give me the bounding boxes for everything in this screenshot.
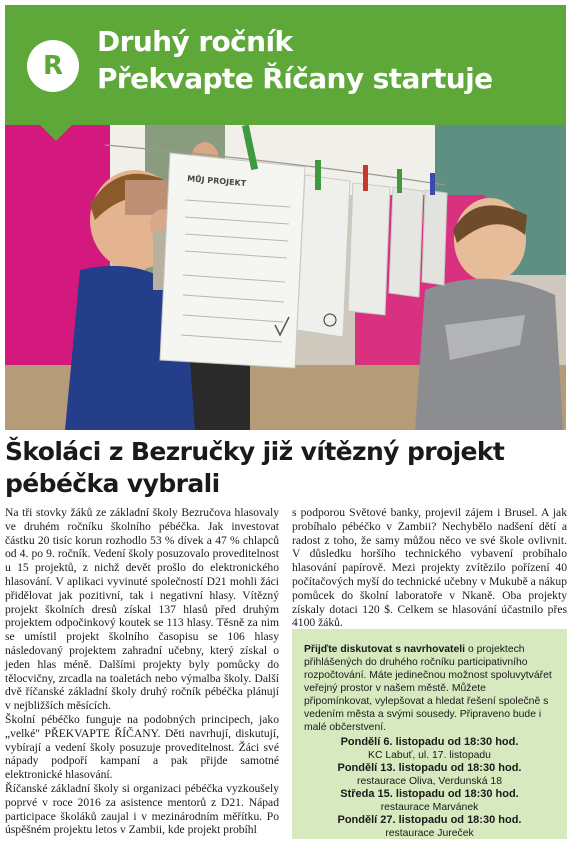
- photo-illustration: [5, 125, 566, 430]
- event-date: Pondělí 6. listopadu od 18:30 hod.: [340, 736, 519, 748]
- article-column-left: [5, 506, 279, 837]
- logo-letter: R: [42, 51, 64, 81]
- event-place: restaurace Oliva, Verdunská 18: [357, 776, 502, 787]
- event-date: Pondělí 13. listopadu od 18:30 hod.: [337, 762, 522, 774]
- headline-line2: pébéčka vybrali: [5, 469, 220, 498]
- article-paragraph: s podporou Světové banky, projevil zájem i Brusel. A jak probíhalo pébéčko v Zambii? Nechybělo nadšení dětí a radost z toho, že samy můžou něco ve své škole ovlivnit. V důsledku horšího technického vybavení probíhalo hlasování papírově. Mezi projekty zvítězilo pořízení 40 počítačových myší do technické učebny v Mukubě a nákup pomůcek do školní laboratoře v Nkaně. Oba projekty získaly dotaci 120 $. Celkem se hlasování účastnilo přes 4100 žáků.: [292, 506, 567, 630]
- event-place: KC Labuť, ul. 17. listopadu: [368, 750, 491, 761]
- event-list: [292, 736, 567, 840]
- article-photo: [5, 125, 566, 430]
- sheet-title: MŮJ PROJEKT: [186, 174, 247, 189]
- header-banner: [5, 5, 566, 125]
- info-intro-text: o projektech přihlášených do druhého ročníku participativního rozpočtování. Máte jedinečnou možnost spoluvytvářet veřejný prostor v našem městě. Můžete připomínkovat, vylepšovat a hledat řešení společně s vedením města a svými sousedy. Připraveno bude i malé občerstvení.: [304, 644, 552, 733]
- article-paragraph: Na tři stovky žáků ze základní školy Bezručova hlasovaly ve druhém ročníku školního pébéčka. Jak investovat částku 20 tisíc korun rozhodlo 53 % dívek a 47 % chlapců od 4. po 9. ročník. Vedení školy posuzovalo proveditelnost u 15 projektů, z nichž devět prošlo do elektronického hlasování. V aplikaci vyvinuté společností D21 mohli žáci přidělovat jak pozitivní, tak i negativní hlasy. Vítězný projekt školních dresů získal 137 hlasů před druhým projektem odpočinkový koutek se 113 hlasy. Těsně za nim se umístil projekt školního časopisu se 106 hlasy následovaný projektem zahradní učebny, který získal o jeden hlas méně. Dalšími projekty byly pomůcky do tělocvičny, zrcadla na toaletách nebo výmalba školy. Další dvě říčanské základní školy druhý ročník pébéčka plánují v nejbližších měsících.: [5, 506, 279, 713]
- banner-title-line1: Druhý ročník: [97, 25, 293, 58]
- article-paragraph: Říčanské základní školy si organizaci pébéčka vyzkoušely poprvé v roce 2016 za asistence mentorů z D21. Nápad participace školáků zaujal i v mezinárodním měřítku. Po úspěšném projektu letos v Zambii, kde projekt probíhl: [5, 781, 279, 837]
- article-paragraph: Školní pébéčko funguje na podobných principech, jako „velké" PŘEKVAPTE ŘÍČANY. Děti navrhují, diskutují, vybírají a vedení školy posuzuje proveditelnost. Žáci své nápady podpoří kampaní a pak přijde samotné elektronické hlasování.: [5, 712, 279, 782]
- banner-title-line2: Překvapte Říčany startuje: [97, 62, 493, 95]
- info-intro: [304, 643, 555, 734]
- banner-tab-arrow: [40, 125, 72, 141]
- r-logo-icon: [27, 40, 79, 92]
- event-date: Pondělí 27. listopadu od 18:30 hod.: [337, 814, 522, 826]
- event-info-box: [292, 629, 567, 839]
- headline-line1: Školáci z Bezručky již vítězný projekt: [5, 437, 505, 466]
- article-column-right: [292, 506, 567, 630]
- event-place: restaurace Marvánek: [380, 802, 479, 813]
- banner-title: [97, 23, 493, 97]
- info-intro-bold: Přijďte diskutovat s navrhovateli: [304, 644, 466, 655]
- event-place: restaurace Jureček: [385, 828, 474, 839]
- event-date: Středa 15. listopadu od 18:30 hod.: [340, 788, 519, 800]
- article-headline: [5, 436, 565, 500]
